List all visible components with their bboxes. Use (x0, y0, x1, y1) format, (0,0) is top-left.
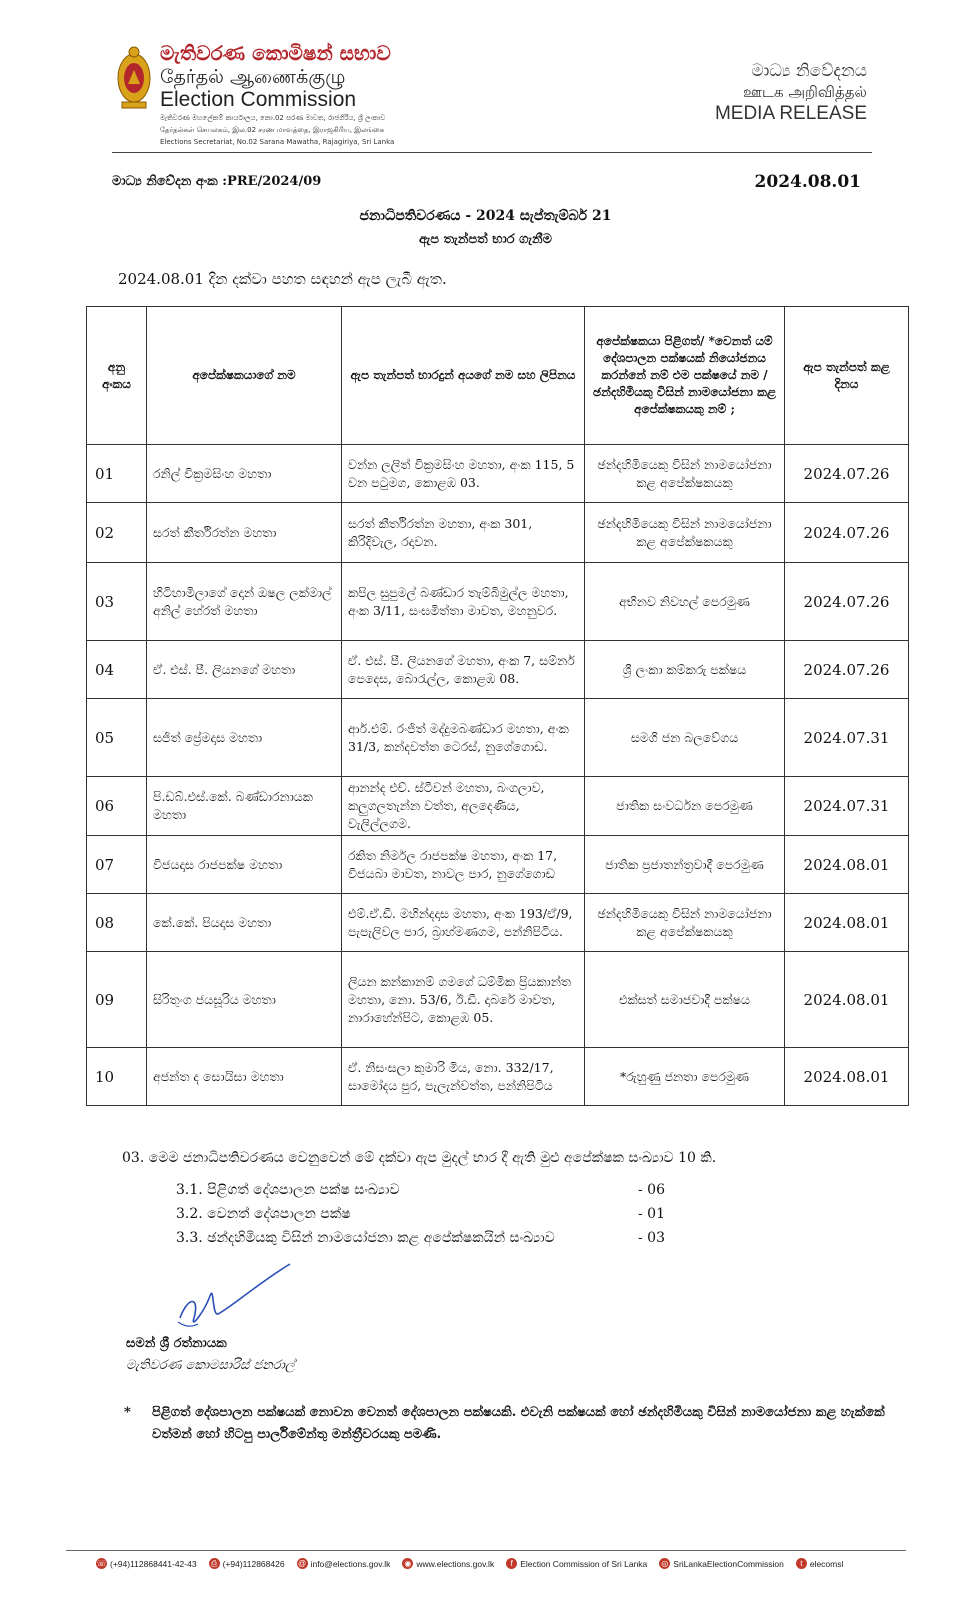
cell-serial-no: 04 (87, 641, 147, 699)
cell-deposit-date: 2024.07.31 (785, 699, 909, 777)
cell-serial-no: 05 (87, 699, 147, 777)
footnote (124, 1402, 914, 1446)
table-row (87, 445, 909, 503)
footnote-star: * (124, 1405, 131, 1420)
globe-icon: ◉ (402, 1558, 413, 1569)
web-text: www.elections.gov.lk (416, 1558, 495, 1569)
address-tamil: தேர்தல்கள் செயலகம், இல.02 சரண மாவத்தை, இராஜகிரிய, இலங்கை (160, 126, 385, 134)
facebook-icon: f (506, 1558, 517, 1569)
cell-serial-no: 09 (87, 952, 147, 1048)
cell-depositor: ආර්.එම්. රංජිත් මද්දුමබණ්ඩාර මහතා, අංක 31/3, කන්දවත්ත ටෙරස්, නුගේගොඩ. (342, 699, 585, 777)
cell-candidate-name: පි.ඩබ්.එස්.කේ. බණ්ඩාරනායක මහතා (147, 777, 342, 836)
cell-candidate-name: රනිල් වික්‍රමසිංහ මහතා (147, 445, 342, 503)
cell-serial-no: 07 (87, 836, 147, 894)
cell-party: ජාතික සංවර්ධන පෙරමුණ (585, 777, 785, 836)
cell-deposit-date: 2024.08.01 (785, 836, 909, 894)
release-date: 2024.08.01 (754, 172, 861, 192)
cell-serial-no: 08 (87, 894, 147, 952)
table-row (87, 952, 909, 1048)
header-deposit-date: ඇප තැන්පත් කළ දිනය (785, 307, 909, 445)
cell-party: එක්සත් සමාජවාදී පක්ෂය (585, 952, 785, 1048)
table-row (87, 641, 909, 699)
cell-serial-no: 02 (87, 503, 147, 563)
table-row (87, 894, 909, 952)
email-icon: @ (298, 1559, 307, 1568)
cell-serial-no: 10 (87, 1048, 147, 1106)
cell-depositor: ඒ. එස්. පී. ලියනගේ මහතා, අංක 7, සම්නර් පෙදෙස, බොරැල්ල, කොළඹ 08. (342, 641, 585, 699)
cell-deposit-date: 2024.07.26 (785, 503, 909, 563)
release-english: MEDIA RELEASE (714, 103, 867, 124)
cell-candidate-name: සජිත් ප්‍රේමදාස මහතා (147, 699, 342, 777)
table-row (87, 1048, 909, 1106)
footer-facebook[interactable] (506, 1558, 647, 1569)
cell-depositor: එම්.ඒ.ඩී. මහින්දදාස මහතා, අංක 193/ඒ/9, පැපැලිවල පාර, බ්‍රාහ්මණගම, පන්නිපිටිය. (342, 894, 585, 952)
cell-depositor: සරත් කීර්තිරත්න මහතා, අංක 301, කිරිදිවැල, රදාවන. (342, 503, 585, 563)
twitter-icon: t (796, 1558, 807, 1569)
address-sinhala: මැතිවරණ මහලේකම් කාර්යාලය, නො.02 සරණ මාවත, රාජගිරිය, ශ්‍රී ලංකාව (160, 114, 386, 122)
header-party: අපේක්ෂකයා පිළිගත්/ *වෙනත් යම් දේශපාලන පක්ෂයක් නියෝජනය කරන්නේ නම් එම පක්ෂයේ නම / ඡන්දහිමියකු විසින් නාමයෝජනා කළ අපේක්ෂකයකු නම් ; (585, 307, 785, 445)
table-row (87, 777, 909, 836)
brand-block (160, 40, 400, 147)
footer-contacts (96, 1558, 936, 1569)
footer-instagram[interactable] (659, 1558, 784, 1569)
cell-candidate-name: හිටිහාමිලාගේ දොන් ඔෂල ලක්මාල් අනිල් හේරත් මහතා (147, 563, 342, 641)
summary-item-label: 3.3. ඡන්දහිමියකු විසින් නාමයෝජනා කළ අපේක්ෂකයින් සංඛ්‍යාව (176, 1230, 555, 1246)
cell-party: ශ්‍රී ලංකා කම්කරු පක්ෂය (585, 641, 785, 699)
cell-candidate-name: කේ.කේ. පියදාස මහතා (147, 894, 342, 952)
footer-phone[interactable] (96, 1558, 197, 1569)
table-row (87, 503, 909, 563)
fax-text: (+94)112868426 (222, 1558, 285, 1569)
cell-depositor: ඒ. නිසංසලා කුමාරි මිය, නො. 332/17, සාමෝදය පුර, පැලැන්වත්ත, පන්නිපිටිය (342, 1048, 585, 1106)
header-depositor: ඇප තැන්පත් භාරදුන් අයගේ නම සහ ලිපිනය (342, 307, 585, 445)
cell-deposit-date: 2024.07.26 (785, 641, 909, 699)
cell-depositor: ලියන කන්කානම් ගමගේ ධම්මික ප්‍රියකාන්ත මහතා, නො. 53/6, ඊ.ඩී. දාබරේ මාවත, නාරාහේන්පිට, කොළඹ 05. (342, 952, 585, 1048)
cell-serial-no: 03 (87, 563, 147, 641)
document-subtitle: ඇප තැන්පත් භාර ගැනීම (419, 232, 552, 247)
cell-deposit-date: 2024.08.01 (785, 952, 909, 1048)
header-candidate-name: අපේක්ෂකයාගේ නම (147, 307, 342, 445)
cell-candidate-name: විජයදාස රාජපක්ෂ මහතා (147, 836, 342, 894)
fax-icon: ⎙ (209, 1558, 220, 1569)
footnote-text: පිළිගත් දේශපාලන පක්ෂයක් නොවන වෙනත් දේශපාලන පක්ෂයකි. එවැනි පක්ෂයක් හෝ ඡන්දහිමියකු විසින් නාමයෝජනා කළ හැක්කේ වත්මන් හෝ හිටපු පාර්ලිමේන්තු මන්ත්‍රීවරයකු පමණි. (152, 1405, 885, 1442)
phone-text: (+94)112868441-42-43 (110, 1558, 197, 1569)
footer-twitter[interactable] (796, 1558, 844, 1569)
email-text: info@elections.gov.lk (310, 1558, 391, 1569)
footer-web[interactable] (402, 1558, 494, 1569)
footer-fax[interactable] (209, 1558, 285, 1569)
facebook-text: Election Commission of Sri Lanka (520, 1558, 648, 1569)
cell-party: *රුහුණු ජනතා පෙරමුණ (585, 1048, 785, 1106)
cell-party: ඡන්දහිමියෙකු විසින් නාමයෝජනා කළ අපේක්ෂකයකු (585, 503, 785, 563)
table-row (87, 836, 909, 894)
cell-deposit-date: 2024.08.01 (785, 894, 909, 952)
cell-depositor: ආනන්ද එච්. ස්ටීවන් මහතා, බංගලාව, කලුගලතැන්න වත්ත, අලදෙණිය, වැලිල්ලගම. (342, 777, 585, 836)
summary-item-value: - 03 (638, 1230, 665, 1246)
header-divider (112, 152, 872, 153)
cell-serial-no: 06 (87, 777, 147, 836)
signature (170, 1256, 300, 1336)
table-row (87, 699, 909, 777)
address-english: Elections Secretariat, No.02 Sarana Mawatha, Rajagiriya, Sri Lanka (160, 138, 395, 146)
footer-email[interactable] (297, 1558, 391, 1569)
deposits-table (86, 306, 909, 1106)
summary-line: 03. මෙම ජනාධිපතිවරණය වෙනුවෙන් මේ දක්වා ඇප මුදල් භාර දී ඇති මුළු අපේක්ෂක සංඛ්‍යාව 10 කි. (122, 1150, 717, 1166)
cell-candidate-name: අජන්ත ද සොයිසා මහතා (147, 1048, 342, 1106)
cell-deposit-date: 2024.08.01 (785, 1048, 909, 1106)
summary-item-label: 3.2. වෙනත් දේශපාලන පක්ෂ (176, 1206, 351, 1222)
cell-depositor: වන්න ලලිත් වික්‍රමසිංහ මහතා, අංක 115, 5 වන පටුමග, කොළඹ 03. (342, 445, 585, 503)
brand-tamil: தேர்தல் ஆணைக்குழு (160, 66, 346, 88)
media-release-label (715, 60, 867, 126)
cell-party: අභිනව නිවහල් පෙරමුණ (585, 563, 785, 641)
cell-serial-no: 01 (87, 445, 147, 503)
cell-candidate-name: සරත් කීර්තිරත්න මහතා (147, 503, 342, 563)
signatory-name: සමන් ශ්‍රී රත්නායක (126, 1336, 227, 1351)
twitter-text: elecomsl (809, 1558, 844, 1569)
header-serial-no: අනු අංකය (87, 307, 147, 445)
footer-divider (66, 1550, 906, 1551)
cell-party: ඡන්දහිමියෙකු විසින් නාමයෝජනා කළ අපේක්ෂකයකු (585, 894, 785, 952)
cell-deposit-date: 2024.07.26 (785, 563, 909, 641)
table-row (87, 563, 909, 641)
brand-english: Election Commission (160, 88, 357, 111)
table-header-row (87, 307, 909, 445)
signatory-title: මැතිවරණ කොමසාරිස් ජනරාල් (126, 1358, 295, 1373)
cell-party: ජාතික ප්‍රජාතන්ත්‍රවාදී පෙරමුණ (585, 836, 785, 894)
brand-sinhala: මැතිවරණ කොමිෂන් සභාව (160, 41, 391, 65)
cell-depositor: කපිල සුපුමල් බණ්ඩාර තැම්බිමුල්ල මහතා, අංක 3/11, සංඝමිත්තා මාවත, මහනුවර. (342, 563, 585, 641)
summary-item-value: - 06 (638, 1182, 665, 1198)
cell-deposit-date: 2024.07.31 (785, 777, 909, 836)
sri-lanka-emblem-icon (116, 44, 152, 114)
reference-number: මාධ්‍ය නිවේදන අංක :PRE/2024/09 (112, 174, 322, 189)
release-sinhala: මාධ්‍ය නිවේදනය (751, 61, 867, 81)
cell-depositor: රකිත නිර්මල රාජපක්ෂ මහතා, අංක 17, විජයබා මාවත, නාවල පාර, නුගේගොඩ (342, 836, 585, 894)
cell-party: සමගි ජන බලවේගය (585, 699, 785, 777)
cell-candidate-name: සිරිතුංග ජයසූරිය මහතා (147, 952, 342, 1048)
intro-text: 2024.08.01 දින දක්වා පහත සඳහන් ඇප ලැබී ඇත. (118, 270, 447, 288)
summary-item-label: 3.1. පිළිගත් දේශපාලන පක්ෂ සංඛ්‍යාව (176, 1182, 400, 1198)
instagram-text: SriLankaElectionCommission (673, 1558, 784, 1569)
instagram-icon: ◎ (659, 1558, 670, 1569)
cell-party: ඡන්දහිමියෙකු විසින් නාමයෝජනා කළ අපේක්ෂකයකු (585, 445, 785, 503)
cell-candidate-name: ඒ. එස්. පී. ලියනගේ මහතා (147, 641, 342, 699)
release-tamil: ஊடக அறிவித்தல் (743, 83, 867, 101)
summary-item-value: - 01 (638, 1206, 665, 1222)
phone-icon: ☏ (96, 1559, 107, 1568)
cell-deposit-date: 2024.07.26 (785, 445, 909, 503)
document-title: ජනාධිපතිවරණය - 2024 සැප්තැම්බර් 21 (359, 208, 612, 224)
